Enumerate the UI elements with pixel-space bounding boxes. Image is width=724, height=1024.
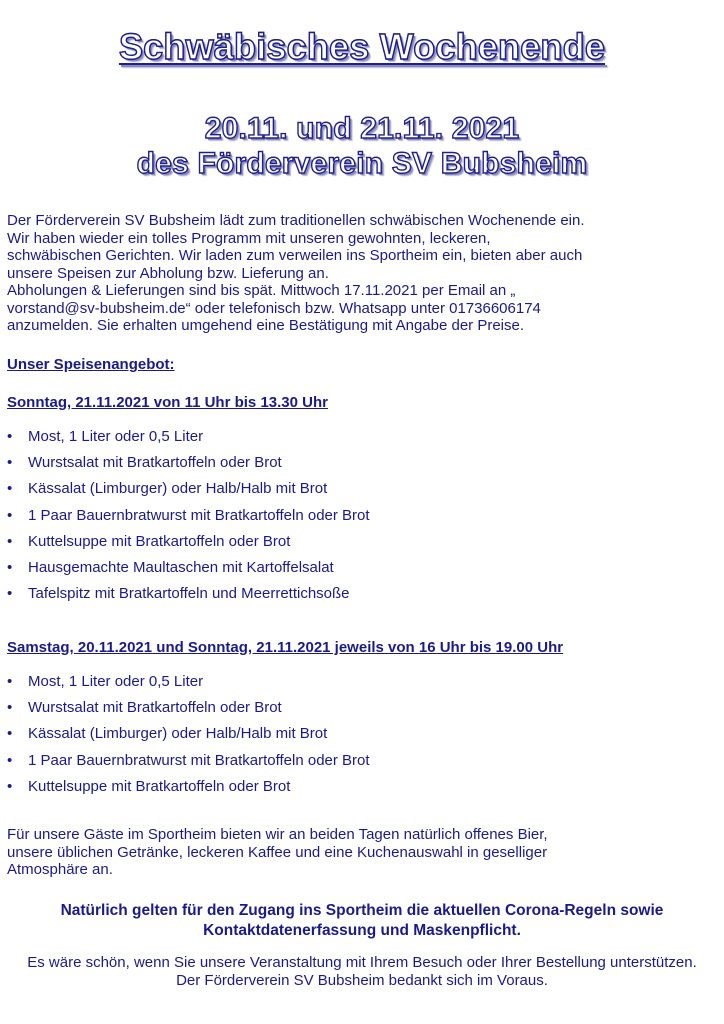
list-item	[0, 533, 370, 559]
corona-notice	[0, 901, 724, 940]
bullet-icon: •	[7, 558, 13, 576]
bullet-icon: •	[7, 699, 13, 717]
event-dates: 20.11. und 21.11. 2021	[204, 112, 520, 145]
intro-paragraph	[7, 212, 697, 335]
menu-item-label: Hausgemachte Maultaschen mit Kartoffelsalat	[28, 558, 334, 576]
menu-item-label: Most, 1 Liter oder 0,5 Liter	[28, 428, 204, 445]
offer-heading: Unser Speisenangebot:	[7, 356, 175, 373]
sunday-heading: Sonntag, 21.11.2021 von 11 Uhr bis 13.30 Uhr	[7, 394, 328, 411]
closing-line: Es wäre schön, wenn Sie unsere Veranstaltung mit Ihrem Besuch oder Ihrer Bestellung unterstützen.	[27, 954, 697, 971]
intro-line: anzumelden. Sie erhalten umgehend eine Bestätigung mit Angabe der Preise.	[7, 317, 525, 334]
list-item	[0, 559, 370, 585]
guests-paragraph	[7, 826, 548, 879]
guests-line: unsere üblichen Getränke, leckeren Kaffee und eine Kuchenauswahl in geselliger	[7, 843, 548, 861]
intro-line: schwäbischen Gerichten. Wir laden zum verweilen ins Sportheim ein, bieten aber auch	[7, 247, 583, 264]
guests-line: Für unsere Gäste im Sportheim bieten wir an beiden Tagen natürlich offenes Bier,	[7, 826, 548, 843]
intro-line: Der Förderverein SV Bubsheim lädt zum traditionellen schwäbischen Wochenende ein.	[7, 212, 585, 229]
bullet-icon: •	[7, 673, 13, 690]
bullet-icon: •	[7, 480, 13, 498]
menu-item-label: Kuttelsuppe mit Bratkartoffeln oder Brot	[28, 777, 291, 795]
menu-item-label: Wurstsalat mit Bratkartoffeln oder Brot	[28, 699, 282, 717]
menu-item-label: Wurstsalat mit Bratkartoffeln oder Brot	[28, 454, 282, 472]
closing-line: Der Förderverein SV Bubsheim bedankt sich im Voraus.	[176, 971, 548, 989]
intro-line: Abholungen & Lieferungen sind bis spät. Mittwoch 17.11.2021 per Email an „	[7, 282, 516, 299]
sunday-menu-list	[0, 428, 370, 611]
list-item	[0, 699, 370, 725]
intro-line: Wir haben wieder ein tolles Programm mit unseren gewohnten, leckeren,	[7, 229, 491, 247]
menu-item-label: 1 Paar Bauernbratwurst mit Bratkartoffeln oder Brot	[28, 506, 370, 524]
intro-line: unsere Speisen zur Abholung bzw. Lieferung an.	[7, 264, 329, 282]
list-item	[0, 454, 370, 480]
corona-line: Kontaktdatenerfassung und Maskenpflicht.	[203, 921, 521, 939]
organizer-title: des Förderverein SV Bubsheim	[136, 147, 588, 180]
closing-paragraph	[0, 954, 724, 989]
list-item	[0, 480, 370, 506]
list-item	[0, 428, 370, 454]
bullet-icon: •	[7, 428, 13, 445]
menu-item-label: 1 Paar Bauernbratwurst mit Bratkartoffeln oder Brot	[28, 751, 370, 769]
corona-line: Natürlich gelten für den Zugang ins Sportheim die aktuellen Corona-Regeln sowie	[60, 902, 664, 919]
both-days-menu-list	[0, 673, 370, 804]
bullet-icon: •	[7, 777, 13, 795]
bullet-icon: •	[7, 751, 13, 769]
menu-item-label: Kässalat (Limburger) oder Halb/Halb mit Brot	[28, 725, 328, 743]
bullet-icon: •	[7, 585, 13, 603]
both-days-heading: Samstag, 20.11.2021 und Sonntag, 21.11.2021 jeweils von 16 Uhr bis 19.00 Uhr	[7, 639, 564, 656]
bullet-icon: •	[7, 506, 13, 524]
bullet-icon: •	[7, 725, 13, 743]
main-title: Schwäbisches Wochenende	[118, 26, 606, 67]
list-item	[0, 507, 370, 533]
menu-item-label: Most, 1 Liter oder 0,5 Liter	[28, 673, 204, 690]
list-item	[0, 673, 370, 699]
menu-item-label: Kuttelsuppe mit Bratkartoffeln oder Brot	[28, 532, 291, 550]
menu-item-label: Tafelspitz mit Bratkartoffeln und Meerrettichsoße	[28, 585, 350, 603]
intro-line: vorstand@sv-bubsheim.de“ oder telefonisch bzw. Whatsapp unter 01736606174	[7, 299, 541, 317]
bullet-icon: •	[7, 454, 13, 472]
list-item	[0, 585, 370, 611]
guests-line: Atmosphäre an.	[7, 861, 113, 878]
bullet-icon: •	[7, 532, 13, 550]
list-item	[0, 778, 370, 804]
list-item	[0, 725, 370, 751]
menu-item-label: Kässalat (Limburger) oder Halb/Halb mit Brot	[28, 480, 328, 498]
list-item	[0, 752, 370, 778]
